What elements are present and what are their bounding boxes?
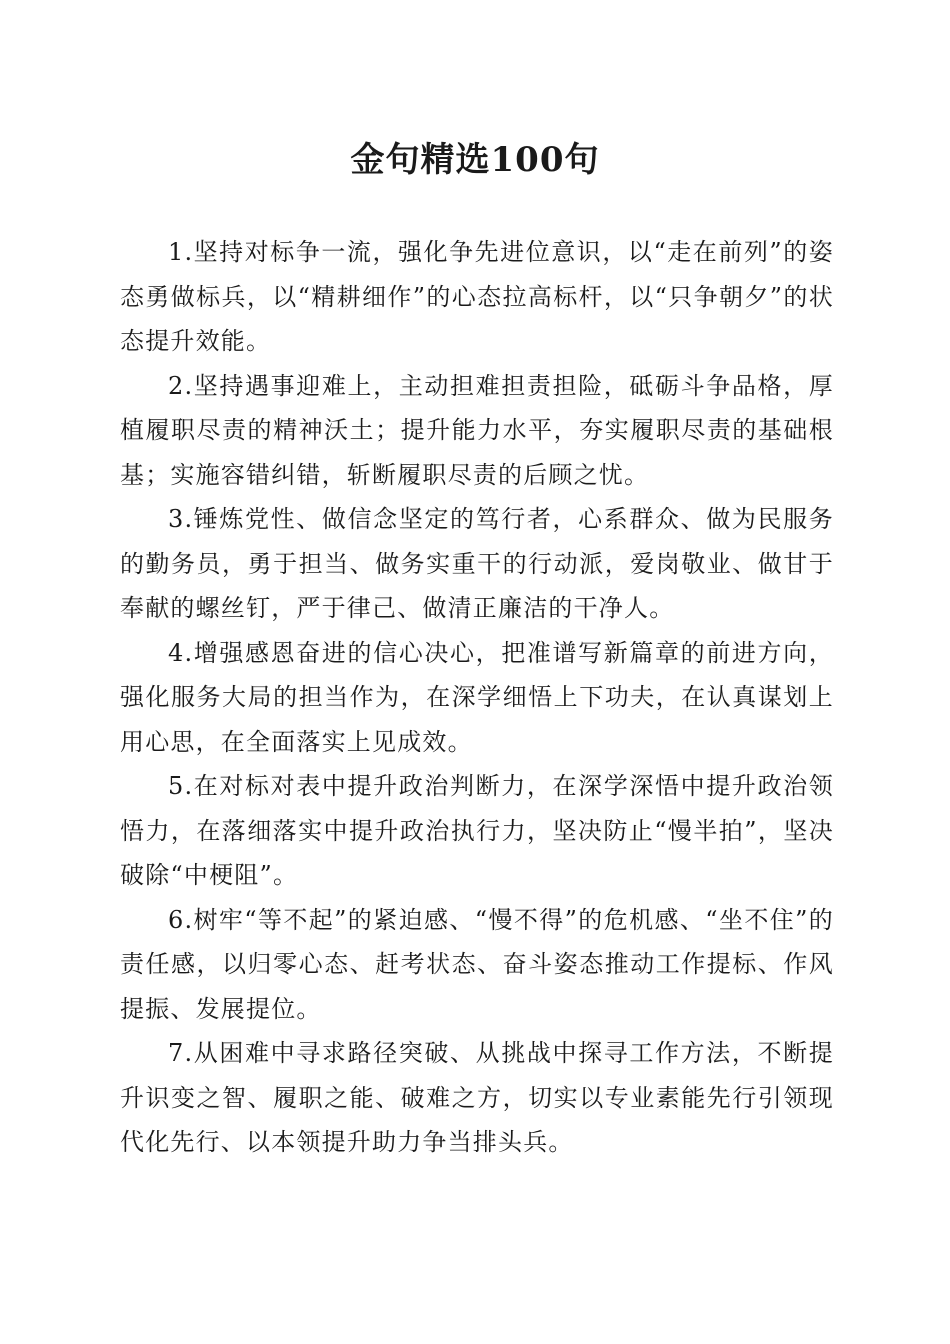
paragraph-3: 3.锤炼党性、做信念坚定的笃行者，心系群众、做为民服务的勤务员，勇于担当、做务实重干的行动派，爱岗敬业、做甘于奉献的螺丝钉，严于律己、做清正廉洁的干净人。 [120, 505, 834, 622]
paragraph-5: 5.在对标对表中提升政治判断力，在深学深悟中提升政治领悟力，在落细落实中提升政治执行力，坚决防止“慢半拍”，坚决破除“中梗阻”。 [120, 772, 834, 889]
paragraph-2: 2.坚持遇事迎难上，主动担难担责担险，砥砺斗争品格，厚植履职尽责的精神沃土；提升能力水平，夯实履职尽责的基础根基；实施容错纠错，斩断履职尽责的后顾之忧。 [120, 371, 834, 489]
paragraph-7: 7.从困难中寻求路径突破、从挑战中探寻工作方法，不断提升识变之智、履职之能、破难之方，切实以专业素能先行引领现代化先行、以本领提升助力争当排头兵。 [120, 1039, 834, 1156]
paragraph-4: 4.增强感恩奋进的信心决心，把准谱写新篇章的前进方向，强化服务大局的担当作为，在深学细悟上下功夫，在认真谋划上用心思，在全面落实上见成效。 [120, 638, 834, 756]
paragraph-6: 6.树牢“等不起”的紧迫感、“慢不得”的危机感、“坐不住”的责任感，以归零心态、赶考状态、奋斗姿态推动工作提标、作风提振、发展提位。 [120, 905, 834, 1023]
document-body [120, 230, 834, 1165]
paragraph-1: 1.坚持对标争一流，强化争先进位意识，以“走在前列”的姿态勇做标兵，以“精耕细作”的心态拉高标杆，以“只争朝夕”的状态提升效能。 [120, 238, 834, 355]
document-title: 金句精选100句 [350, 140, 600, 180]
